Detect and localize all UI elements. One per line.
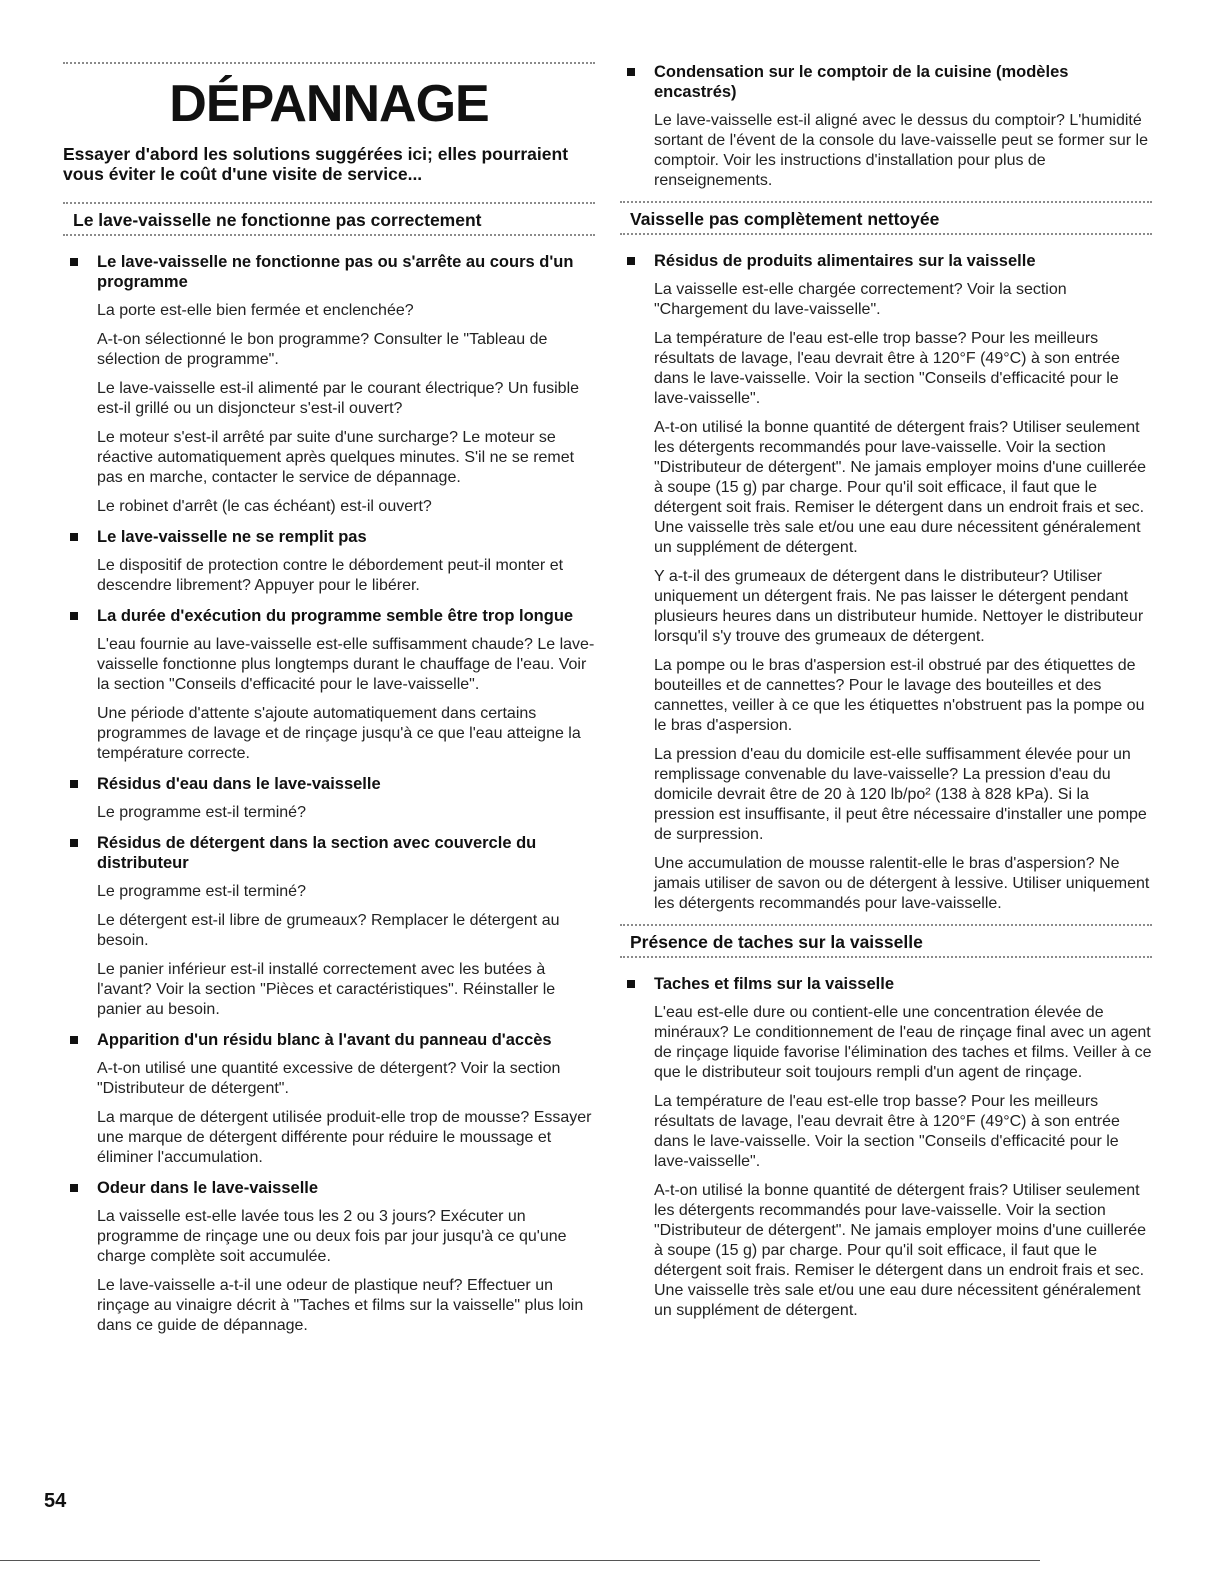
issue-paragraph: Le panier inférieur est-il installé correctement avec les butées à l'avant? Voir la section "Pièces et caractéristiques". Réinstaller le panier au besoin. xyxy=(97,961,556,1018)
issue-paragraph: Une accumulation de mousse ralentit-elle le bras d'aspersion? Ne jamais utiliser de savon ou de détergent à lessive. Utiliser uniquement les détergents recommandés pour lave-vaisselle. xyxy=(654,855,1150,912)
section-title: Le lave-vaisselle ne fonctionne pas correctement xyxy=(73,210,482,230)
issue-item xyxy=(620,251,1152,914)
bullet-icon xyxy=(627,980,635,988)
issue-item xyxy=(620,974,1152,1321)
bullet-icon xyxy=(70,612,78,620)
bullet-icon xyxy=(70,1036,78,1044)
section-header xyxy=(620,201,1152,235)
issue-title: Le lave-vaisselle ne fonctionne pas ou s'arrête au cours d'un programme xyxy=(97,253,574,291)
issue-item xyxy=(63,252,595,517)
issue-paragraph: Le dispositif de protection contre le débordement peut-il monter et descendre librement? Appuyer pour le libérer. xyxy=(97,557,564,594)
issue-paragraph: La vaisselle est-elle chargée correctement? Voir la section "Chargement du lave-vaisselle". xyxy=(654,281,1067,318)
section-title: Présence de taches sur la vaisselle xyxy=(630,932,923,952)
issue-paragraph: La pompe ou le bras d'aspersion est-il obstrué par des étiquettes de bouteilles et de cannettes? Pour le lavage des bouteilles et des cannettes, veiller à ce que les étiquettes n'obstruent pas la pompe ou le bras d'aspersion. xyxy=(654,657,1145,734)
section-header xyxy=(620,924,1152,958)
right-column xyxy=(620,62,1152,1331)
issue-paragraph: Le programme est-il terminé? xyxy=(97,883,306,900)
issue-paragraph: La température de l'eau est-elle trop basse? Pour les meilleurs résultats de lavage, l'eau devrait être à 120°F (49°C) à son entrée dans le lave-vaisselle. Voir la section "Conseils d'efficacité pour le lave-vaisselle". xyxy=(654,1093,1120,1170)
issue-title: Apparition d'un résidu blanc à l'avant du panneau d'accès xyxy=(97,1031,552,1049)
issue-paragraph: A-t-on utilisé la bonne quantité de détergent frais? Utiliser seulement les détergents recommandés pour lave-vaisselle. Voir la section "Distributeur de détergent". Ne jamais employer moins d'une cuillerée à soupe (15 g) par charge. Pour qu'il soit efficace, il faut que le détergent soit frais. Remiser le détergent dans un endroit frais et sec. Une vaisselle très sale et/ou une eau dure nécessitent généralement un supplément de détergent. xyxy=(654,419,1146,556)
issue-title: Odeur dans le lave-vaisselle xyxy=(97,1179,319,1197)
issue-paragraph: La pression d'eau du domicile est-elle suffisamment élevée pour un remplissage convenable du lave-vaisselle? La pression d'eau du domicile devrait être de 20 à 120 lb/po² (138 à 828 kPa). Si la pression est insuffisante, il peut être nécessaire d'installer une pompe de surpression. xyxy=(654,746,1147,843)
left-column xyxy=(63,62,595,1346)
issue-title: Résidus d'eau dans le lave-vaisselle xyxy=(97,775,381,793)
issue-title: Résidus de produits alimentaires sur la vaisselle xyxy=(654,252,1036,270)
issue-item xyxy=(63,833,595,1020)
intro-text: Essayer d'abord les solutions suggérées ici; elles pourraient vous éviter le coût d'une visite de service... xyxy=(63,144,569,184)
issue-title: Le lave-vaisselle ne se remplit pas xyxy=(97,528,367,546)
issue-item xyxy=(63,606,595,764)
bottom-rule xyxy=(0,1560,1040,1561)
issue-paragraph: Le robinet d'arrêt (le cas échéant) est-il ouvert? xyxy=(97,498,432,515)
issue-title: Condensation sur le comptoir de la cuisine (modèles encastrés) xyxy=(654,63,1069,101)
page-title: DÉPANNAGE xyxy=(169,75,489,133)
issue-title: Taches et films sur la vaisselle xyxy=(654,975,894,993)
bullet-icon xyxy=(70,533,78,541)
issue-paragraph: Le lave-vaisselle est-il alimenté par le courant électrique? Un fusible est-il grillé ou un disjoncteur s'est-il ouvert? xyxy=(97,380,580,417)
issue-paragraph: La marque de détergent utilisée produit-elle trop de mousse? Essayer une marque de détergent différente pour réduire le moussage et éliminer l'accumulation. xyxy=(97,1109,592,1166)
issue-item xyxy=(63,774,595,823)
title-rule xyxy=(63,62,595,64)
issue-item xyxy=(63,527,595,596)
section-title: Vaisselle pas complètement nettoyée xyxy=(630,209,940,229)
issue-paragraph: Le lave-vaisselle est-il aligné avec le dessus du comptoir? L'humidité sortant de l'évent de la console du lave-vaisselle peut se former sur le comptoir. Voir les instructions d'installation pour plus de renseignements. xyxy=(654,112,1148,189)
bullet-icon xyxy=(627,257,635,265)
issue-paragraph: L'eau fournie au lave-vaisselle est-elle suffisamment chaude? Le lave-vaisselle fonctionne plus longtemps durant le chauffage de l'eau. Voir la section "Conseils d'efficacité pour le lave-vaisselle". xyxy=(97,636,595,693)
issue-paragraph: L'eau est-elle dure ou contient-elle une concentration élevée de minéraux? Le conditionnement de l'eau de rinçage final avec un agent de rinçage liquide favorise l'élimination des taches et films. Veiller à ce que le distributeur soit toujours rempli d'un agent de rinçage. xyxy=(654,1004,1152,1081)
bullet-icon xyxy=(70,1184,78,1192)
issue-item xyxy=(620,62,1152,191)
issue-paragraph: A-t-on utilisé la bonne quantité de détergent frais? Utiliser seulement les détergents recommandés pour lave-vaisselle. Voir la section "Distributeur de détergent". Ne jamais employer moins d'une cuillerée à soupe (15 g) par charge. Pour qu'il soit efficace, il faut que le détergent soit frais. Remiser le détergent dans un endroit frais et sec. Une vaisselle très sale et/ou une eau dure nécessitent généralement un supplément de détergent. xyxy=(654,1182,1146,1319)
issue-paragraph: Le lave-vaisselle a-t-il une odeur de plastique neuf? Effectuer un rinçage au vinaigre décrit à "Taches et films sur la vaisselle" plus loin dans ce guide de dépannage. xyxy=(97,1277,584,1334)
issue-paragraph: La température de l'eau est-elle trop basse? Pour les meilleurs résultats de lavage, l'eau devrait être à 120°F (49°C) à son entrée dans le lave-vaisselle. Voir la section "Conseils d'efficacité pour le lave-vaisselle". xyxy=(654,330,1120,407)
issue-paragraph: La vaisselle est-elle lavée tous les 2 ou 3 jours? Exécuter un programme de rinçage une ou deux fois par jour jusqu'à ce qu'une charge complète soit accumulée. xyxy=(97,1208,567,1265)
issue-item xyxy=(63,1178,595,1336)
issue-paragraph: Y a-t-il des grumeaux de détergent dans le distributeur? Utiliser uniquement un détergent frais. Ne pas laisser le détergent pendant plusieurs heures dans un distributeur humide. Nettoyer le distributeur lorsqu'il s'y trouve des grumeaux de détergent. xyxy=(654,568,1144,645)
bullet-icon xyxy=(70,780,78,788)
issue-paragraph: A-t-on sélectionné le bon programme? Consulter le "Tableau de sélection de programme". xyxy=(97,331,548,368)
issue-item xyxy=(63,1030,595,1168)
bullet-icon xyxy=(70,258,78,266)
issue-paragraph: A-t-on utilisé une quantité excessive de détergent? Voir la section "Distributeur de détergent". xyxy=(97,1060,561,1097)
bullet-icon xyxy=(70,839,78,847)
issue-paragraph: Le moteur s'est-il arrêté par suite d'une surcharge? Le moteur se réactive automatiquement après quelques minutes. S'il ne se remet pas en marche, contacter le service de dépannage. xyxy=(97,429,575,486)
issue-paragraph: La porte est-elle bien fermée et enclenchée? xyxy=(97,302,414,319)
issue-paragraph: Le détergent est-il libre de grumeaux? Remplacer le détergent au besoin. xyxy=(97,912,560,949)
issue-title: La durée d'exécution du programme semble être trop longue xyxy=(97,607,574,625)
page-number: 54 xyxy=(44,1490,67,1512)
issue-paragraph: Une période d'attente s'ajoute automatiquement dans certains programmes de lavage et de rinçage jusqu'à ce que l'eau atteigne la température correcte. xyxy=(97,705,581,762)
issue-title: Résidus de détergent dans la section avec couvercle du distributeur xyxy=(97,834,537,872)
section-header xyxy=(63,202,595,236)
bullet-icon xyxy=(627,68,635,76)
issue-paragraph: Le programme est-il terminé? xyxy=(97,804,306,821)
